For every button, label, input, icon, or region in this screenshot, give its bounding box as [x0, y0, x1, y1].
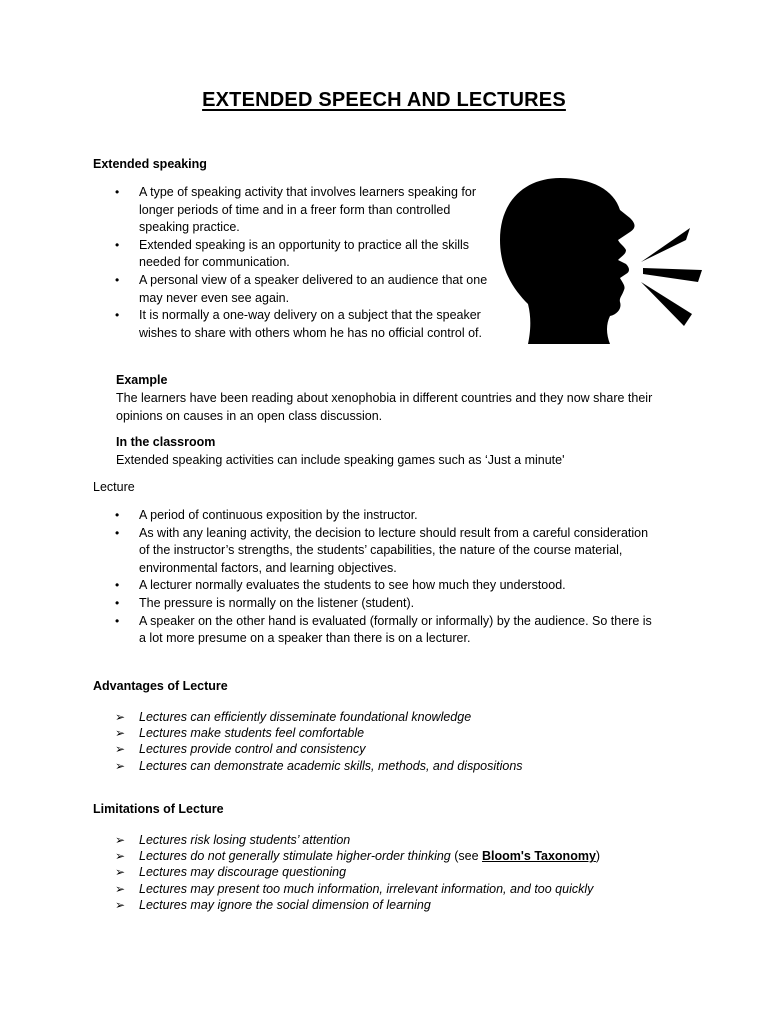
list-item-text: A period of continuous exposition by the instructor. [139, 508, 418, 522]
arrow-bullet-icon: ➢ [115, 897, 126, 912]
list-item [93, 507, 653, 525]
bullet-icon: • [115, 613, 120, 628]
blooms-taxonomy-link[interactable]: Bloom's Taxonomy [482, 849, 596, 864]
list-item-text: Lectures may ignore the social dimension of learning [139, 897, 431, 912]
example-heading: Example [116, 373, 168, 387]
list-item [93, 525, 653, 578]
list-item-text: Extended speaking is an opportunity to practice all the skills needed for communication. [139, 237, 470, 270]
list-item [93, 307, 493, 342]
bullet-icon: • [115, 525, 120, 540]
list-item [93, 184, 493, 237]
list-item-text: A personal view of a speaker delivered to an audience that one may never even see again. [139, 272, 488, 305]
list-item [93, 595, 653, 613]
speaking-head-icon [498, 178, 704, 348]
extended-speaking-list [93, 184, 493, 342]
arrow-bullet-icon: ➢ [115, 881, 126, 896]
example-text: The learners have been reading about xenophobia in different countries and they now share their opinions on causes in an open class discussion. [116, 391, 653, 423]
limitations-list [93, 832, 713, 913]
list-item-text: Lectures can efficiently disseminate foundational knowledge [139, 710, 472, 724]
list-item-text: A speaker on the other hand is evaluated (formally or informally) by the audience. So there is a lot more presume on a speaker than there is on a lecturer. [139, 613, 652, 646]
list-item-text: The pressure is normally on the listener (student). [139, 595, 415, 610]
list-item [93, 272, 493, 307]
bullet-icon: • [115, 308, 120, 323]
arrow-bullet-icon: ➢ [115, 710, 126, 724]
list-item-text: Lectures may discourage questioning [139, 865, 347, 880]
list-item-text: A type of speaking activity that involves learners speaking for longer periods of time and in a freer form than controlled speaking practice. [139, 185, 476, 235]
list-item [93, 832, 713, 848]
section-heading-lecture: Lecture [93, 480, 135, 494]
arrow-bullet-icon: ➢ [115, 849, 126, 864]
paren-close: ) [595, 849, 601, 864]
paren-open: (see [450, 849, 483, 864]
list-item-text: A lecturer normally evaluates the students to see how much they understood. [139, 578, 566, 593]
list-item [93, 741, 693, 757]
list-item-text: Lectures do not generally stimulate higher-order thinking [139, 849, 451, 864]
list-item [93, 237, 493, 272]
bullet-icon: • [115, 595, 120, 610]
arrow-bullet-icon: ➢ [115, 742, 126, 757]
list-item-text: As with any leaning activity, the decision to lecture should result from a careful consideration of the instructor’s strengths, the students’ capabilities, the nature of the course material, environmental factors, and learning objectives. [139, 525, 649, 575]
list-item-text: It is normally a one-way delivery on a subject that the speaker wishes to share with others whom he has no official control of. [139, 308, 482, 340]
list-item [93, 881, 713, 897]
bullet-icon: • [115, 272, 120, 287]
list-item [93, 897, 713, 913]
list-item [93, 725, 693, 741]
list-item-text: Lectures provide control and consistency [139, 742, 366, 757]
list-item [93, 613, 653, 648]
bullet-icon: • [115, 237, 120, 252]
list-item-text: Lectures may present too much information, irrelevant information, and too quickly [139, 881, 594, 896]
list-item [93, 864, 713, 880]
advantages-list [93, 709, 693, 774]
arrow-bullet-icon: ➢ [115, 758, 126, 773]
list-item-text: Lectures can demonstrate academic skills, methods, and dispositions [139, 758, 523, 773]
list-item [93, 577, 653, 595]
bullet-icon: • [115, 508, 120, 522]
list-item [93, 758, 693, 774]
lecture-list [93, 507, 653, 648]
list-item-text: Lectures risk losing students’ attention [139, 833, 351, 847]
list-item-text: Lectures make students feel comfortable [139, 726, 365, 741]
bullet-icon: • [115, 578, 120, 593]
list-item [93, 848, 713, 864]
arrow-bullet-icon: ➢ [115, 865, 126, 880]
section-heading-limitations: Limitations of Lecture [93, 802, 224, 816]
page-title-text: EXTENDED SPEECH AND LECTURES [202, 89, 566, 111]
page-title [0, 89, 768, 112]
list-item [93, 709, 693, 725]
arrow-bullet-icon: ➢ [115, 726, 126, 741]
section-heading-advantages: Advantages of Lecture [93, 679, 228, 693]
classroom-heading: In the classroom [116, 435, 216, 449]
bullet-icon: • [115, 185, 120, 199]
classroom-text: Extended speaking activities can include speaking games such as ‘Just a minute' [116, 453, 565, 467]
arrow-bullet-icon: ➢ [115, 833, 126, 847]
section-heading-extended-speaking: Extended speaking [93, 157, 207, 171]
